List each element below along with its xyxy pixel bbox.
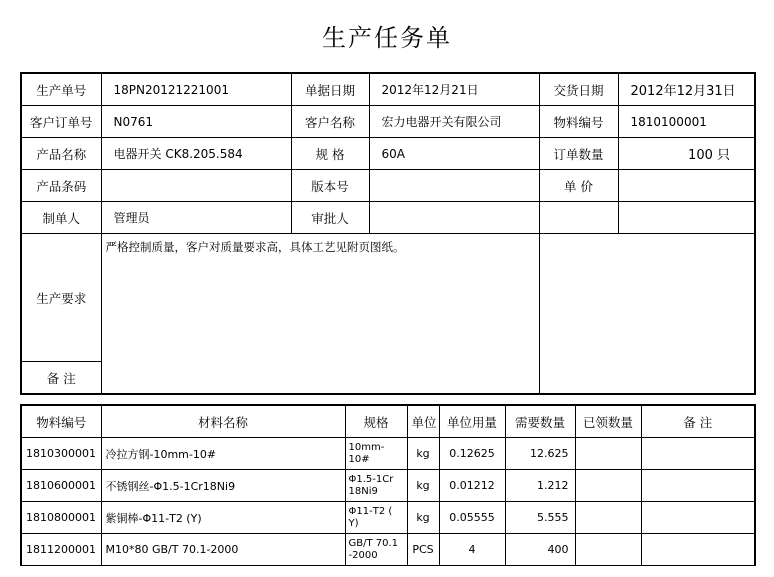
unit-price-label: 单 价 [539,170,618,202]
material-received [575,470,641,502]
col-header: 材料名称 [101,405,345,438]
material-note [641,438,755,470]
col-header: 单位 [407,405,439,438]
creator-label: 制单人 [21,202,101,234]
approver-value [369,202,539,234]
customer-order-value: N0761 [101,106,291,138]
requirement-row [21,234,755,362]
version-value [369,170,539,202]
material-unit: kg [407,470,439,502]
page-title: 生产任务单 [322,24,452,52]
material-code: 1810800001 [21,502,101,534]
order-qty-label: 订单数量 [539,138,618,170]
product-name-label: 产品名称 [21,138,101,170]
material-unit: PCS [407,534,439,566]
table-row [21,438,755,470]
production-order-header-table [20,72,756,395]
material-unit-usage: 0.12625 [439,438,505,470]
material-code: 1810300001 [21,438,101,470]
materials-header-row [21,405,755,438]
material-received [575,502,641,534]
material-spec: 10mm-10# [345,438,407,470]
col-header: 需要数量 [505,405,575,438]
header-row [21,170,755,202]
material-received [575,438,641,470]
material-no-label: 物料编号 [539,106,618,138]
customer-order-label: 客户订单号 [21,106,101,138]
doc-date-label: 单据日期 [291,73,369,106]
material-spec: GB/T 70.1 -2000 [345,534,407,566]
material-required: 12.625 [505,438,575,470]
material-name: M10*80 GB/T 70.1-2000 [101,534,345,566]
header-row [21,73,755,106]
material-spec: Φ11-T2 ( Y) [345,502,407,534]
approver-label: 审批人 [291,202,369,234]
material-name: 不锈钢丝-Φ1.5-1Cr18Ni9 [101,470,345,502]
material-name: 冷拉方钢-10mm-10# [101,438,345,470]
material-code: 1810600001 [21,470,101,502]
materials-table [20,404,756,566]
customer-name-label: 客户名称 [291,106,369,138]
material-note [641,534,755,566]
empty-cell [539,202,618,234]
product-name-value: 电器开关 CK8.205.584 [101,138,291,170]
requirement-side-blank [539,234,755,395]
col-header: 规格 [345,405,407,438]
production-no-label: 生产单号 [21,73,101,106]
empty-cell [618,202,755,234]
spec-label: 规 格 [291,138,369,170]
col-header: 已领数量 [575,405,641,438]
customer-name-value: 宏力电器开关有限公司 [369,106,539,138]
material-spec: Φ1.5-1Cr 18Ni9 [345,470,407,502]
col-header: 单位用量 [439,405,505,438]
table-row [21,502,755,534]
remark-label: 备 注 [21,362,101,395]
barcode-label: 产品条码 [21,170,101,202]
material-note [641,470,755,502]
unit-price-value [618,170,755,202]
material-unit: kg [407,438,439,470]
material-unit-usage: 0.05555 [439,502,505,534]
material-required: 1.212 [505,470,575,502]
order-qty-value: 100 只 [618,138,755,170]
version-label: 版本号 [291,170,369,202]
requirement-text [101,234,539,395]
barcode-value [101,170,291,202]
material-unit-usage: 4 [439,534,505,566]
delivery-date-value: 2012年12月31日 [618,73,755,106]
table-row [21,534,755,566]
spec-value: 60A [369,138,539,170]
requirement-label: 生产要求 [21,234,101,362]
material-unit: kg [407,502,439,534]
header-row [21,106,755,138]
creator-value: 管理员 [101,202,291,234]
material-unit-usage: 0.01212 [439,470,505,502]
header-row [21,202,755,234]
material-code: 1811200001 [21,534,101,566]
material-name: 紫铜棒-Φ11-T2 (Y) [101,502,345,534]
header-row [21,138,755,170]
delivery-date-label: 交货日期 [539,73,618,106]
material-required: 400 [505,534,575,566]
table-row [21,470,755,502]
requirement-text-content: 严格控制质量，客户对质量要求高，具体工艺见附页图纸。 [105,240,405,254]
material-required: 5.555 [505,502,575,534]
production-no-value: 18PN20121221001 [101,73,291,106]
material-received [575,534,641,566]
material-no-value: 1810100001 [618,106,755,138]
doc-date-value: 2012年12月21日 [369,73,539,106]
material-note [641,502,755,534]
col-header: 物料编号 [21,405,101,438]
col-header: 备 注 [641,405,755,438]
